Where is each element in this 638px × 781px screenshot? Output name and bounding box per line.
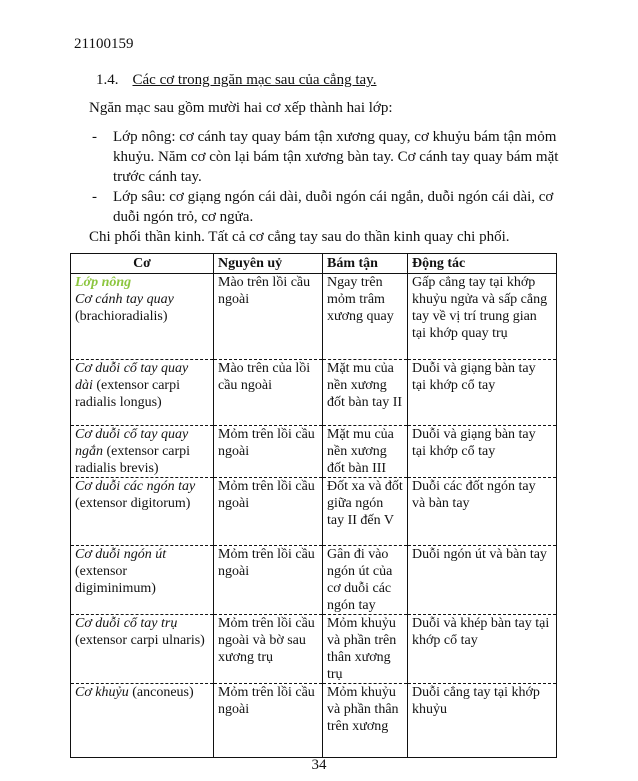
- muscle-name-en: (extensor carpi radialis brevis): [75, 444, 191, 476]
- header-muscle: Cơ: [71, 254, 214, 274]
- muscle-cell: [71, 546, 214, 615]
- bullet-item: [92, 187, 562, 227]
- muscle-name-vi: Cơ duỗi cổ tay trụ: [75, 616, 178, 631]
- muscle-name-en: (extensor carpi ulnaris): [75, 633, 205, 648]
- insertion-cell: Mỏm khuỷu và phần trên thân xương trụ: [323, 615, 408, 684]
- bullet-dash: -: [92, 129, 97, 145]
- section-number: 1.4.: [96, 72, 119, 88]
- bullet-text: Lớp nông: cơ cánh tay quay bám tận xương quay, cơ khuỷu bám tận mỏm khuỷu. Năm cơ còn lại bám tận xương bàn tay. Cơ cánh tay quay bám mặt trước cánh tay.: [113, 129, 559, 185]
- muscle-table: [70, 253, 557, 758]
- table-body: [71, 274, 557, 758]
- action-cell: Duỗi và khép bàn tay tại khớp cổ tay: [408, 615, 557, 684]
- origin-cell: Mỏm trên lồi cầu ngoài và bờ sau xương trụ: [214, 615, 323, 684]
- table-header-row: [71, 254, 557, 274]
- action-cell: Duỗi cẳng tay tại khớp khuỷu: [408, 684, 557, 758]
- muscle-name-en: (brachioradialis): [75, 309, 168, 324]
- muscle-cell: [71, 360, 214, 426]
- intro-paragraph: Ngăn mạc sau gồm mười hai cơ xếp thành hai lớp:: [89, 100, 393, 116]
- action-cell: Duỗi các đốt ngón tay và bàn tay: [408, 478, 557, 546]
- muscle-name-vi: Cơ duỗi cổ tay quay dài: [75, 361, 189, 393]
- origin-cell: Mào trên của lồi cầu ngoài: [214, 360, 323, 426]
- insertion-cell: Ngay trên mỏm trâm xương quay: [323, 274, 408, 360]
- muscle-name-en: (extensor digiminimum): [75, 564, 156, 596]
- insertion-cell: Đốt xa và đốt giữa ngón tay II đến V: [323, 478, 408, 546]
- section-title: Các cơ trong ngăn mạc sau của cẳng tay.: [132, 72, 377, 88]
- muscle-name-vi: Cơ cánh tay quay: [75, 292, 174, 307]
- muscle-name-vi: Cơ duỗi ngón út: [75, 547, 167, 562]
- table-row: [71, 274, 557, 360]
- insertion-cell: Mặt mu của nền xương đốt bàn III: [323, 426, 408, 478]
- muscle-cell: [71, 274, 214, 360]
- action-cell: Duỗi ngón út và bàn tay: [408, 546, 557, 615]
- header-action: Động tác: [408, 254, 557, 274]
- muscle-name-vi: Cơ duỗi các ngón tay: [75, 479, 196, 494]
- header-insertion: Bám tận: [323, 254, 408, 274]
- origin-cell: Mỏm trên lồi cầu ngoài: [214, 426, 323, 478]
- document-id: 21100159: [74, 36, 134, 52]
- table-row: [71, 360, 557, 426]
- muscle-cell: [71, 684, 214, 758]
- table-row: [71, 426, 557, 478]
- muscle-name-vi: Cơ duỗi cổ tay quay ngắn: [75, 427, 189, 459]
- nerve-supply-note: Chi phối thần kinh. Tất cả cơ cẳng tay sau do thần kinh quay chi phối.: [89, 229, 510, 245]
- origin-cell: Mỏm trên lồi cầu ngoài: [214, 478, 323, 546]
- table-row: [71, 546, 557, 615]
- insertion-cell: Mặt mu của nền xương đốt bàn tay II: [323, 360, 408, 426]
- origin-cell: Mỏm trên lồi cầu ngoài: [214, 684, 323, 758]
- layer-label: Lớp nông: [75, 275, 132, 290]
- table-row: [71, 684, 557, 758]
- origin-cell: Mào trên lồi cầu ngoài: [214, 274, 323, 360]
- muscle-cell: [71, 478, 214, 546]
- insertion-cell: Mỏm khuỷu và phần thân trên xương: [323, 684, 408, 758]
- muscle-name-en: (anconeus): [132, 685, 194, 700]
- insertion-cell: Gân đi vào ngón út của cơ duỗi các ngón tay: [323, 546, 408, 615]
- origin-cell: Mỏm trên lồi cầu ngoài: [214, 546, 323, 615]
- muscle-name-en: (extensor carpi radialis longus): [75, 378, 180, 410]
- action-cell: Duỗi và giạng bàn tay tại khớp cổ tay: [408, 360, 557, 426]
- page-number: 34: [311, 757, 327, 773]
- table-row: [71, 478, 557, 546]
- muscle-cell: [71, 426, 214, 478]
- action-cell: Duỗi và giạng bàn tay tại khớp cổ tay: [408, 426, 557, 478]
- header-origin: Nguyên uỷ: [214, 254, 323, 274]
- bullet-text: Lớp sâu: cơ giạng ngón cái dài, duỗi ngón cái ngắn, duỗi ngón cái dài, cơ duỗi ngón trỏ, cơ ngửa.: [113, 189, 554, 225]
- muscle-name-en: (extensor digitorum): [75, 496, 191, 511]
- muscle-cell: [71, 615, 214, 684]
- action-cell: Gấp cẳng tay tại khớp khuỷu ngửa và sấp cẳng tay về vị trí trung gian tại khớp quay trụ: [408, 274, 557, 360]
- layer-bullet-list: [92, 127, 562, 227]
- muscle-name-vi: Cơ khuỷu: [75, 685, 129, 700]
- section-heading: [96, 72, 376, 89]
- bullet-dash: -: [92, 189, 97, 205]
- bullet-item: [92, 127, 562, 187]
- table-row: [71, 615, 557, 684]
